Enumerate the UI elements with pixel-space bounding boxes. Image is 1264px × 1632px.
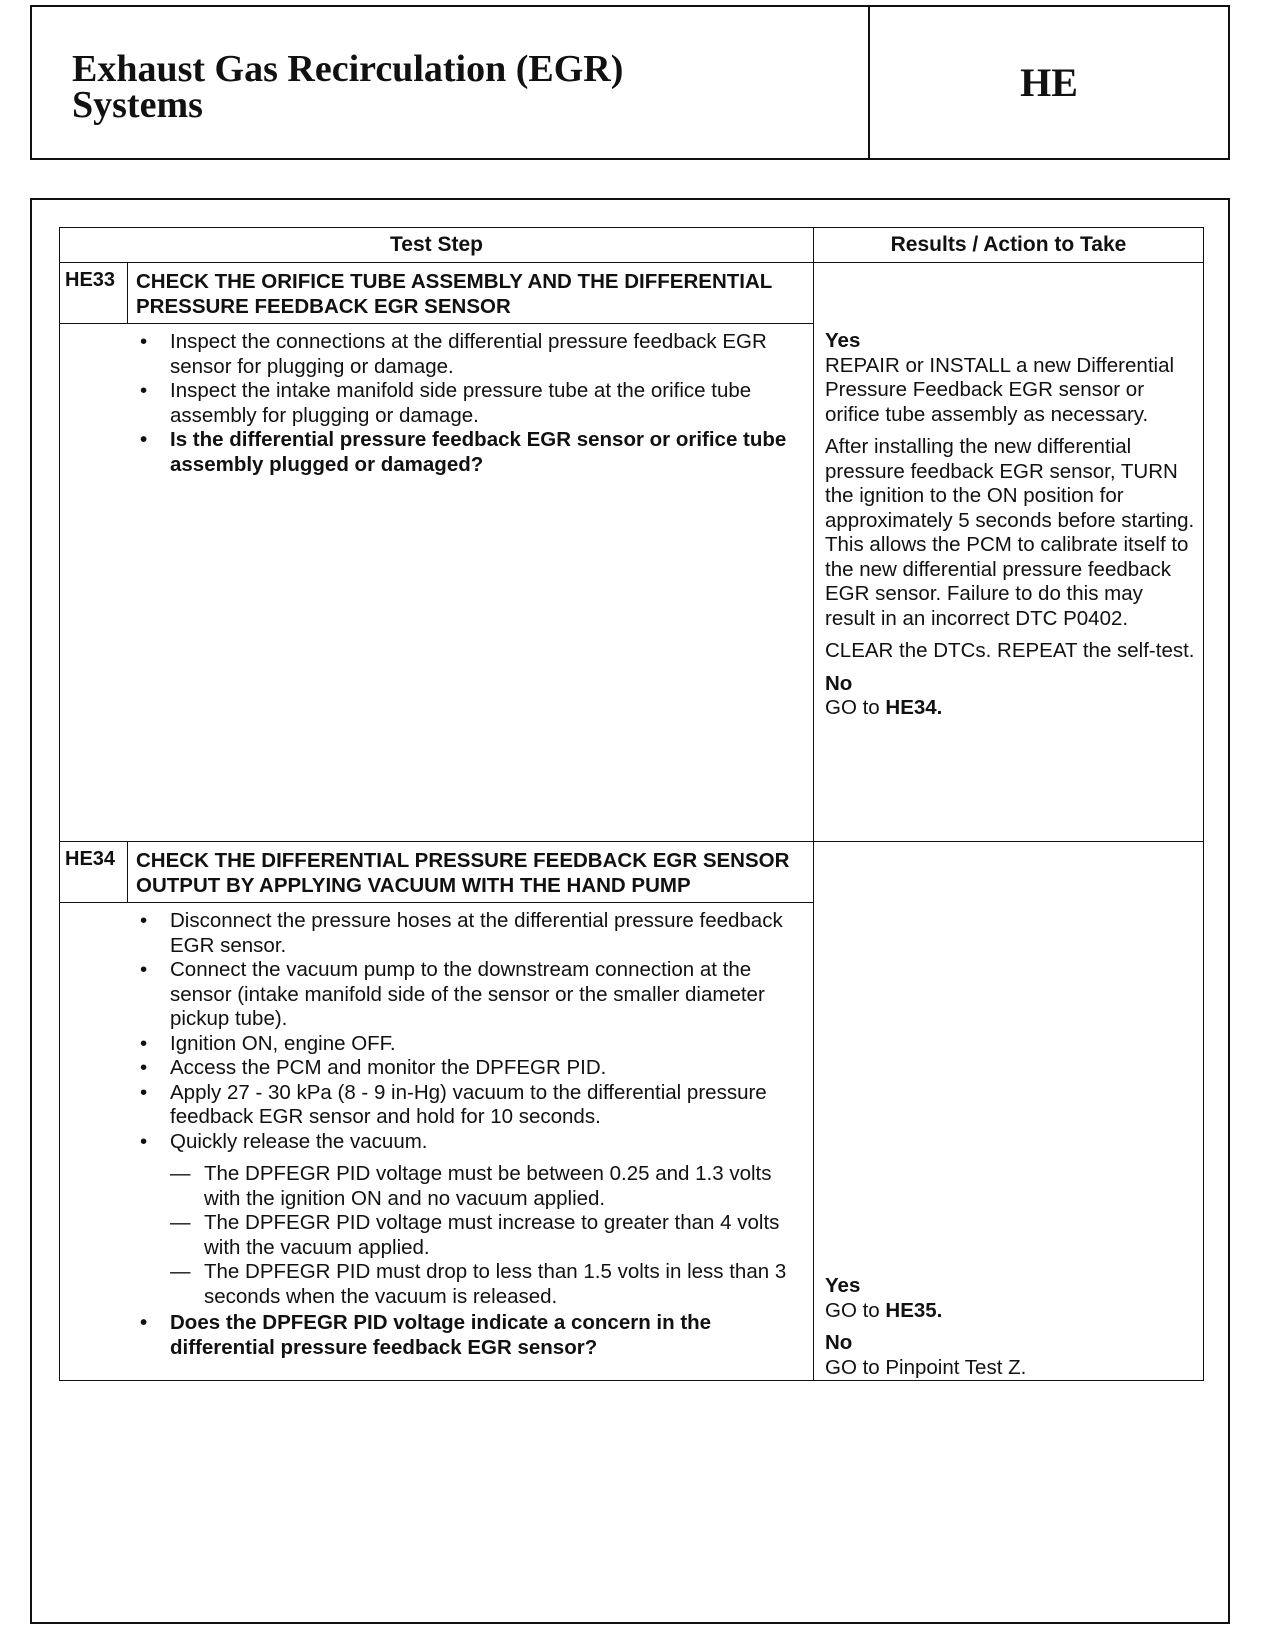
yes-action-clear: CLEAR the DTCs. REPEAT the self-test. <box>825 639 1195 662</box>
go-to-text: GO to <box>825 696 880 719</box>
condition-item: — The DPFEGR PID voltage must be between 0.25 and 1.3 volts with the ignition ON and no vacuum applied. <box>136 1162 797 1211</box>
page-title-line-2: Systems <box>72 84 203 126</box>
list-item: • Inspect the intake manifold side pressure tube at the orifice tube assembly for plugging or damage. <box>136 379 797 428</box>
list-item: • Apply 27 - 30 kPa (8 - 9 in-Hg) vacuum to the differential pressure feedback EGR sensor and hold for 10 seconds. <box>136 1081 797 1130</box>
step-question-he33: • Is the differential pressure feedback EGR sensor or orifice tube assembly plugged or damaged? <box>136 428 797 477</box>
column-header-test-step: Test Step <box>60 228 814 262</box>
go-to-target: HE35. <box>885 1298 943 1322</box>
no-label: No <box>825 1331 853 1354</box>
page-header <box>30 5 1230 160</box>
yes-action-text: REPAIR or INSTALL a new Differential Pressure Feedback EGR sensor or orifice tube assembly as necessary. <box>825 353 1175 426</box>
list-item: • Ignition ON, engine OFF. <box>136 1032 797 1057</box>
list-item: • Access the PCM and monitor the DPFEGR PID. <box>136 1056 797 1081</box>
test-step-table <box>59 227 1204 1381</box>
no-action-text: GO to Pinpoint Test Z. <box>825 1355 1027 1379</box>
results-cell-he33 <box>814 263 1203 841</box>
yes-label: Yes <box>825 1274 861 1297</box>
step-id-he34: HE34 <box>60 842 128 902</box>
condition-item: — The DPFEGR PID must drop to less than 1.5 volts in less than 3 seconds when the vacuum is released. <box>136 1260 797 1309</box>
list-item: • Quickly release the vacuum. <box>136 1130 797 1155</box>
table-row-he33 <box>60 263 1203 842</box>
go-to-text: GO to <box>825 1298 880 1322</box>
step-body-he33 <box>60 324 813 487</box>
yes-action-text <box>825 1299 1197 1324</box>
step-body-he34 <box>60 903 813 1370</box>
page-title <box>32 7 870 158</box>
step-header-he34 <box>60 842 813 903</box>
section-code: HE <box>1020 60 1078 105</box>
list-item: • Connect the vacuum pump to the downstream connection at the sensor (intake manifold side of the sensor or the smaller diameter pickup tube). <box>136 958 797 1032</box>
table-row-he34 <box>60 842 1203 1380</box>
test-step-cell-he34 <box>60 842 814 1380</box>
no-label: No <box>825 671 853 695</box>
results-cell-he34 <box>814 842 1203 1380</box>
yes-action-note: After installing the new differential pressure feedback EGR sensor, TURN the ignition to the ON position for approximately 5 seconds before starting. This allows the PCM to calibrate itself to the new differential pressure feedback EGR sensor. Failure to do this may result in an incorrect DTC P0402. <box>825 435 1195 630</box>
column-header-results: Results / Action to Take <box>890 233 1127 256</box>
test-step-cell-he33 <box>60 263 814 841</box>
page-title-line-1: Exhaust Gas Recirculation (EGR) <box>72 48 624 90</box>
condition-list <box>136 1162 797 1309</box>
go-to-target: HE34. <box>885 696 943 719</box>
step-question-he34: • Does the DPFEGR PID voltage indicate a concern in the differential pressure feedback EGR sensor? <box>136 1311 797 1360</box>
step-id-he33: HE33 <box>60 263 128 323</box>
step-header-he33 <box>60 263 813 324</box>
yes-label: Yes <box>825 329 861 352</box>
step-title-he34: CHECK THE DIFFERENTIAL PRESSURE FEEDBACK EGR SENSOR OUTPUT BY APPLYING VACUUM WITH THE HAND PUMP <box>136 849 790 897</box>
condition-item: — The DPFEGR PID voltage must increase to greater than 4 volts with the vacuum applied. <box>136 1211 797 1260</box>
content-frame <box>30 198 1230 1624</box>
list-item: • Inspect the connections at the differential pressure feedback EGR sensor for plugging or damage. <box>136 330 797 379</box>
list-item: • Disconnect the pressure hoses at the differential pressure feedback EGR sensor. <box>136 909 797 958</box>
no-action-text <box>825 696 1197 721</box>
step-title-he33: CHECK THE ORIFICE TUBE ASSEMBLY AND THE DIFFERENTIAL PRESSURE FEEDBACK EGR SENSOR <box>136 270 772 318</box>
table-header <box>60 228 1203 263</box>
